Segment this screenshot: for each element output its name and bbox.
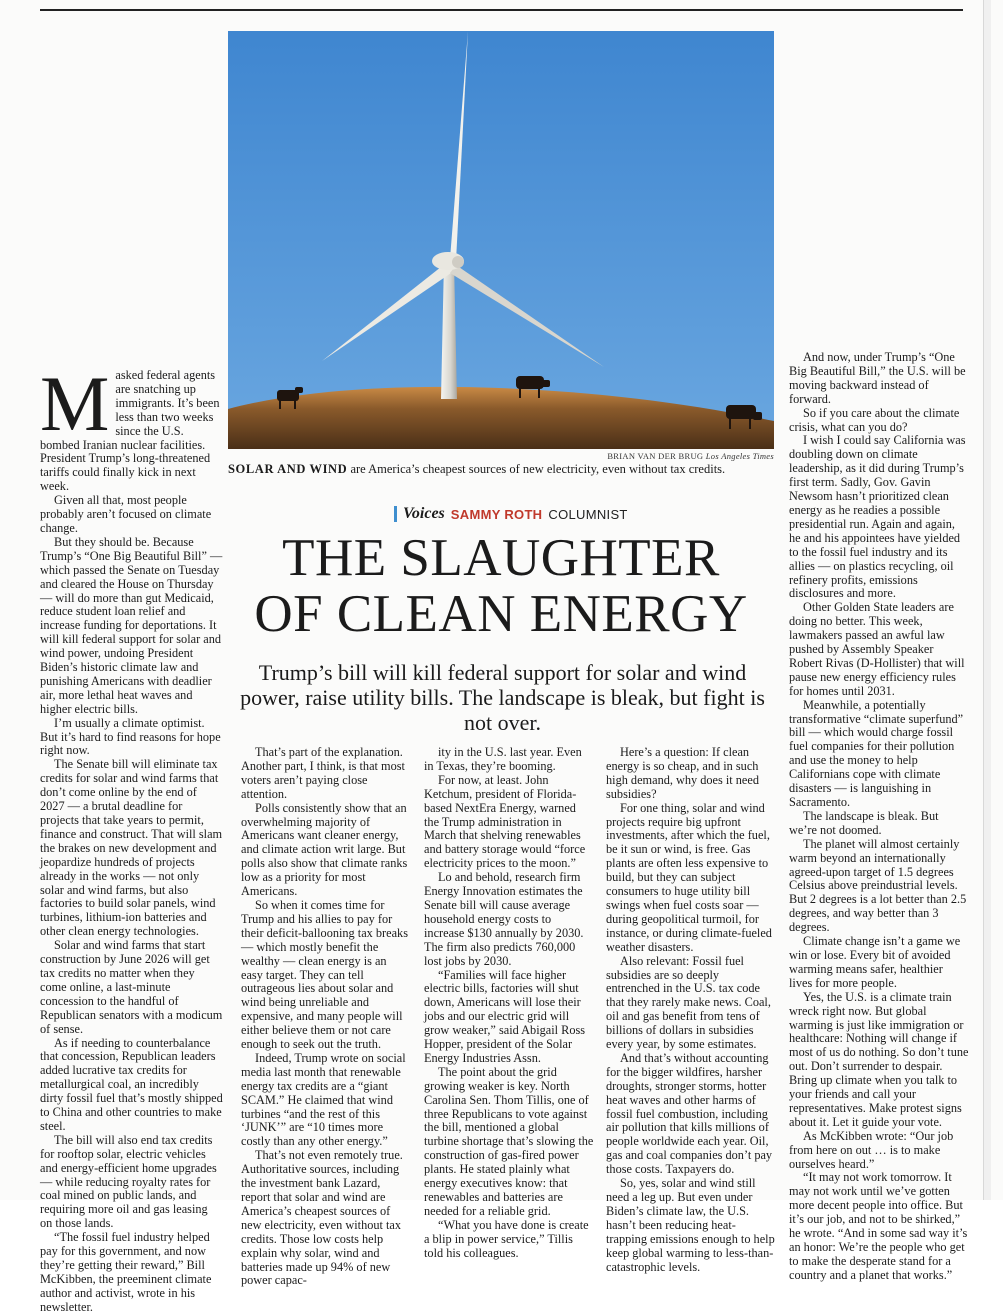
byline [394, 505, 628, 523]
paragraph: “Families will face higher electric bills, factories will shut down, Americans will lose their jobs and our electric grid will grow weaker,” said Abigail Ross Hopper, president of the Solar Energy Industries Assn. [424, 967, 586, 1065]
paragraph: For one thing, solar and wind projects require big upfront investments, after which the fuel, be it sun or wind, is free. Gas plants are often less expensive to build, but they can subject consumers to huge utility bill swings when fuel costs soar — during geopolitical turmoil, for instance, or during climate-fueled weather disasters. [606, 800, 772, 954]
paragraph: The bill will also end tax credits for rooftop solar, electric vehicles and energy-efficient home upgrades — while reducing royalty rates for coal mined on public lands, and requiring more oil and gas leasing on those lands. [40, 1132, 217, 1231]
paragraph: Polls consistently show that an overwhelming majority of Americans want cleaner energy, and climate action writ large. But polls also show that climate ranks low as a priority for most Americans. [241, 800, 408, 899]
photo-credit-name: BRIAN VAN DER BRUG [607, 451, 704, 461]
headline-line-1: THE SLAUGHTER [282, 529, 720, 587]
photo-credit [228, 451, 774, 461]
subheadline: Trump’s bill will kill federal support for solar and wind power, raise utility bills. The landscape is bleak, but fight is not over. [240, 660, 765, 735]
paragraph: So, yes, solar and wind still need a leg up. But even under Biden’s climate law, the U.S. hasn’t been reducing heat-trapping emissions enough to help keep global warming to less-than-catastrophic levels. [606, 1176, 775, 1274]
paragraph: Indeed, Trump wrote on social media last month that renewable energy tax credits are a “giant SCAM.” He claimed that wind turbines “and the rest of this ‘JUNK’” are “10 times more costly than any other energy.” [241, 1050, 406, 1149]
paragraph: Solar and wind farms that start construction by June 2026 will get tax credits no matter when they come online, a last-minute concession to the handful of Republican senators with a modicum of sense. [40, 938, 223, 1036]
paragraph: The planet will almost certainly warm beyond an internationally agreed-upon target of 1.5 degrees Celsius above preindustrial levels. But 2 degrees is a lot better than 2.5 degrees, and way better than 3 degrees. [789, 836, 967, 935]
paragraph: I’m usually a climate optimist. But it’s hard to find reasons for hope right now. [40, 715, 221, 758]
paragraph: For now, at least. John Ketchum, president of Florida-based NextEra Energy, warned the Trump administration in March that shelving renewables and battery storage would “force electricity prices to the moon.” [424, 772, 586, 871]
photo-caption [228, 462, 788, 476]
article-column-3 [424, 746, 594, 1261]
article-column-4 [606, 746, 776, 1274]
paragraph: Given all that, most people probably aren’t focused on climate change. [40, 493, 212, 535]
caption-text: are America’s cheapest sources of new electricity, even without tax credits. [347, 462, 726, 476]
paragraph: Yes, the U.S. is a climate train wreck right now. But global warming is just like immigration or healthcare: Nothing will change if most of us do nothing. So don’t tune out. Don’t surrender to despair. Bring up climate when you talk to your friends and call your representatives. Make protest signs about it. Let it guide your vote. [789, 989, 969, 1129]
paragraph: Lo and behold, research firm Energy Innovation estimates the Senate bill will cause average household energy costs to increase $130 annually by 2030. The firm also predicts 760,000 lost jobs by 2030. [424, 870, 584, 968]
article-column-2 [241, 746, 411, 1288]
paragraph: As if needing to counterbalance that concession, Republican leaders added lucrative tax credits for metallurgical coal, an incredibly dirty fossil fuel that’s mostly shipped to China and other countries to make steel. [40, 1035, 223, 1133]
paragraph: And that’s without accounting for the bigger wildfires, harsher droughts, stronger storms, hotter heat waves and other harms of fossil fuel combustion, including air pollution that kills millions of people worldwide each year. Oil, gas and coal companies don’t pay those costs. Taxpayers do. [606, 1050, 773, 1177]
paragraph: “It may not work tomorrow. It may not work until we’ve gotten more decent people into office. But it’s our job, and not to be shirked,” he wrote. “And in some sad way it’s an honor: We’re the people who get to make the desperate stand for a country and a planet that works.” [789, 1170, 968, 1282]
wind-turbine-photo [228, 31, 774, 449]
paragraph: So if you care about the climate crisis, what can you do? [789, 405, 960, 434]
top-rule [40, 9, 963, 11]
page-edge [983, 0, 991, 1200]
paragraph: But they should be. Because Trump’s “One Big Beautiful Bill” — which passed the Senate on Tuesday and cleared the House on Thursday — will do more than gut Medicaid, reduce student loan relief and increase funding for deportations. It will kill federal support for solar and wind power, undoing President Biden’s historic climate law and punishing Americans with deadlier air, more lethal heat waves and higher electric bills. [40, 534, 223, 716]
paragraph: And now, under Trump’s “One Big Beautiful Bill,” the U.S. will be moving backward instead of forward. [789, 350, 966, 406]
paragraph: Here’s a question: If clean energy is so cheap, and in such high demand, why does it need subsidies? [606, 745, 759, 801]
headline [228, 530, 774, 642]
section-accent-bar [394, 506, 397, 522]
paragraph: “What you have done is create a blip in power service,” Tillis told his colleagues. [424, 1217, 589, 1260]
paragraph: Masked federal agents are snatching up immigrants. It’s been less than two weeks since the U.S. bombed Iranian nuclear facilities. President Trump’s long-threatened tariffs could finally kick in next week. [40, 360, 220, 494]
paragraph: Other Golden State leaders are doing no better. This week, lawmakers passed an awful law pushed by Assembly Speaker Robert Rivas (D-Hollister) that will pause new energy efficiency rules for homes until 2031. [789, 600, 965, 698]
paragraph: The landscape is bleak. But we’re not doomed. [789, 808, 939, 837]
author-name: SAMMY ROTH [450, 506, 543, 522]
paragraph: I wish I could say California was doubling down on climate leadership, as it did during Trump’s first term. Sadly, Gov. Gavin Newsom hasn’t prioritized clean energy as he readies a possible presidential run. Again and again, he and his appointees have yielded to the fossil fuel industry and its allies — on plastics recycling, oil refinery profits, emissions disclosures and more. [789, 433, 966, 601]
article-column-5 [789, 351, 969, 1283]
sky [228, 31, 774, 449]
photo-credit-org: Los Angeles Times [705, 451, 774, 461]
paragraph: That’s part of the explanation. Another part, I think, is that most voters aren’t paying close attention. [241, 745, 405, 801]
paragraph: ity in the U.S. last year. Even in Texas, they’re booming. [424, 745, 582, 773]
paragraph: Also relevant: Fossil fuel subsidies are so deeply entrenched in the U.S. tax code that they rarely make news. Coal, oil and gas benefit from tens of billions of dollars in subsidies every year, by some estimates. [606, 953, 771, 1052]
paragraph: That’s not even remotely true. Authoritative sources, including the investment bank Lazard, report that solar and wind are America’s cheapest sources of new electricity, even without tax credits. Those low costs help explain why solar, wind and batteries made up 94% of new power capac- [241, 1148, 403, 1288]
headline-line-2: OF CLEAN ENERGY [254, 585, 748, 643]
paragraph: The Senate bill will eliminate tax credits for solar and wind farms that don’t come online by the end of 2027 — a brutal deadline for projects that take years to permit, finance and construct. That will slam the brakes on new development and jeopardize hundreds of projects already in the works — not only solar and wind farms, but also factories to build solar panels, wind turbines, lithium-ion batteries and other clean energy technologies. [40, 757, 223, 939]
section-label: Voices [403, 505, 445, 522]
paragraph: So when it comes time for Trump and his allies to pay for their deficit-ballooning tax breaks — which mostly benefit the wealthy — clean energy is an easy target. They can tell outrageous lies about solar and wind being unreliable and expensive, and many people will either believe them or not care enough to seek out the truth. [241, 897, 408, 1052]
paragraph: Climate change isn’t a game we win or lose. Every bit of avoided warming means safer, healthier lives for more people. [789, 934, 961, 990]
paragraph: “The fossil fuel industry helped pay for this government, and now they’re getting their reward,” Bill McKibben, the preeminent climate author and activist, wrote in his newsletter. [40, 1230, 212, 1314]
author-role: COLUMNIST [548, 506, 628, 522]
article-column-1 [40, 360, 223, 1315]
paragraph: Meanwhile, a potentially transformative “climate superfund” bill — which would charge fossil fuel companies for their pollution and use the money to help Californians cope with climate disasters — is languishing in Sacramento. [789, 697, 964, 809]
drop-cap: M [40, 360, 110, 447]
paragraph: The point about the grid growing weaker is key. North Carolina Sen. Thom Tillis, one of three Republicans to vote against the bill, mentioned a global turbine shortage that’s slowing the construction of gas-fired power plants. He stated plainly what energy executives know: that renewables and batteries are needed for a reliable grid. [424, 1064, 594, 1218]
paragraph: As McKibben wrote: “Our job from here on out … is to make ourselves heard.” [789, 1128, 954, 1171]
caption-lead: SOLAR AND WIND [228, 462, 348, 476]
